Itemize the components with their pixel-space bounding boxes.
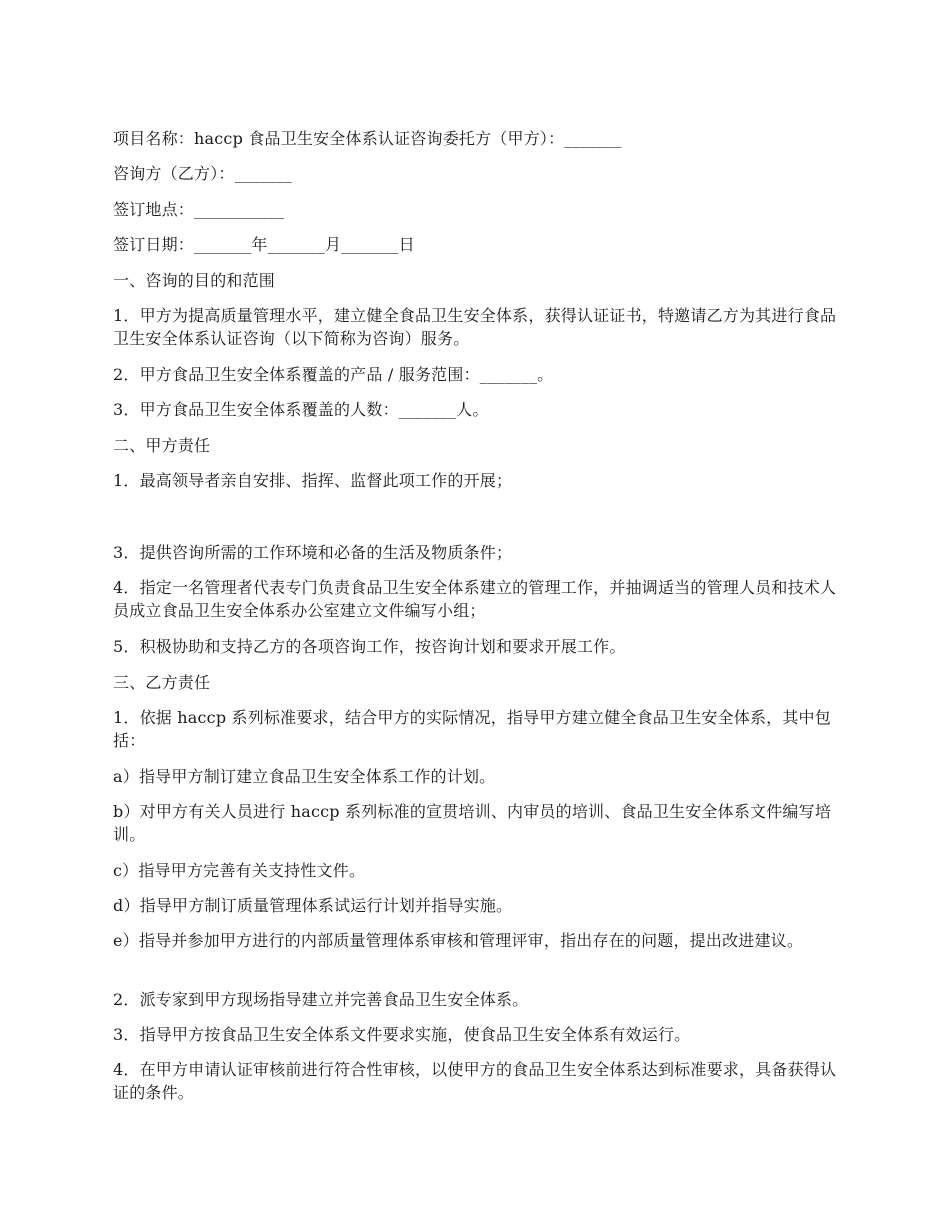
section-2-item-4: 4．指定一名管理者代表专门负责食品卫生安全体系建立的管理工作，并抽调适当的管理人员和技术人员成立食品卫生安全体系办公室建立文件编写小组； [113, 578, 837, 620]
section-2-item-3: 3．提供咨询所需的工作环境和必备的生活及物质条件； [113, 543, 513, 562]
section-1-item-3: 3．甲方食品卫生安全体系覆盖的人数：_______人。 [113, 400, 489, 419]
signing-place-line: 签订地点：___________ [113, 200, 285, 219]
section-3-item-1a: a）指导甲方制订建立食品卫生安全体系工作的计划。 [113, 767, 496, 786]
section-3-item-1e: e）指导并参加甲方进行的内部质量管理体系审核和管理评审，指出存在的问题，提出改进建议。 [113, 931, 804, 950]
section-3-item-1b: b）对甲方有关人员进行 haccp 系列标准的宣贯培训、内审员的培训、食品卫生安全体系文件编写培训。 [113, 802, 832, 844]
section-heading-3: 三、乙方责任 [113, 673, 211, 692]
section-3-item-1d: d）指导甲方制订质量管理体系试运行计划并指导实施。 [113, 896, 513, 915]
section-3-item-3: 3．指导甲方按食品卫生安全体系文件要求实施，使食品卫生安全体系有效运行。 [113, 1025, 691, 1044]
section-3-item-4: 4．在甲方申请认证审核前进行符合性审核，以使甲方的食品卫生安全体系达到标准要求，具备获得认证的条件。 [113, 1060, 837, 1102]
section-3-item-2: 2．派专家到甲方现场指导建立并完善食品卫生安全体系。 [113, 990, 529, 1009]
section-heading-1: 一、咨询的目的和范围 [113, 271, 276, 290]
section-heading-2: 二、甲方责任 [113, 436, 211, 455]
project-name-line: 项目名称：haccp 食品卫生安全体系认证咨询委托方（甲方）：_______ [113, 129, 622, 148]
consultant-line: 咨询方（乙方）：_______ [113, 164, 293, 183]
section-2-item-1: 1．最高领导者亲自安排、指挥、监督此项工作的开展； [113, 471, 513, 490]
section-1-item-1: 1．甲方为提高质量管理水平，建立健全食品卫生安全体系，获得认证证书，特邀请乙方为其进行食品卫生安全体系认证咨询（以下简称为咨询）服务。 [113, 306, 837, 348]
section-3-item-1: 1．依据 haccp 系列标准要求，结合甲方的实际情况，指导甲方建立健全食品卫生安全体系，其中包括： [113, 708, 831, 750]
section-3-item-1c: c）指导甲方完善有关支持性文件。 [113, 861, 366, 880]
signing-date-line: 签订日期：_______年_______月_______日 [113, 235, 415, 254]
section-2-item-5: 5．积极协助和支持乙方的各项咨询工作，按咨询计划和要求开展工作。 [113, 637, 626, 656]
section-1-item-2: 2．甲方食品卫生安全体系覆盖的产品 / 服务范围：_______。 [113, 365, 554, 384]
